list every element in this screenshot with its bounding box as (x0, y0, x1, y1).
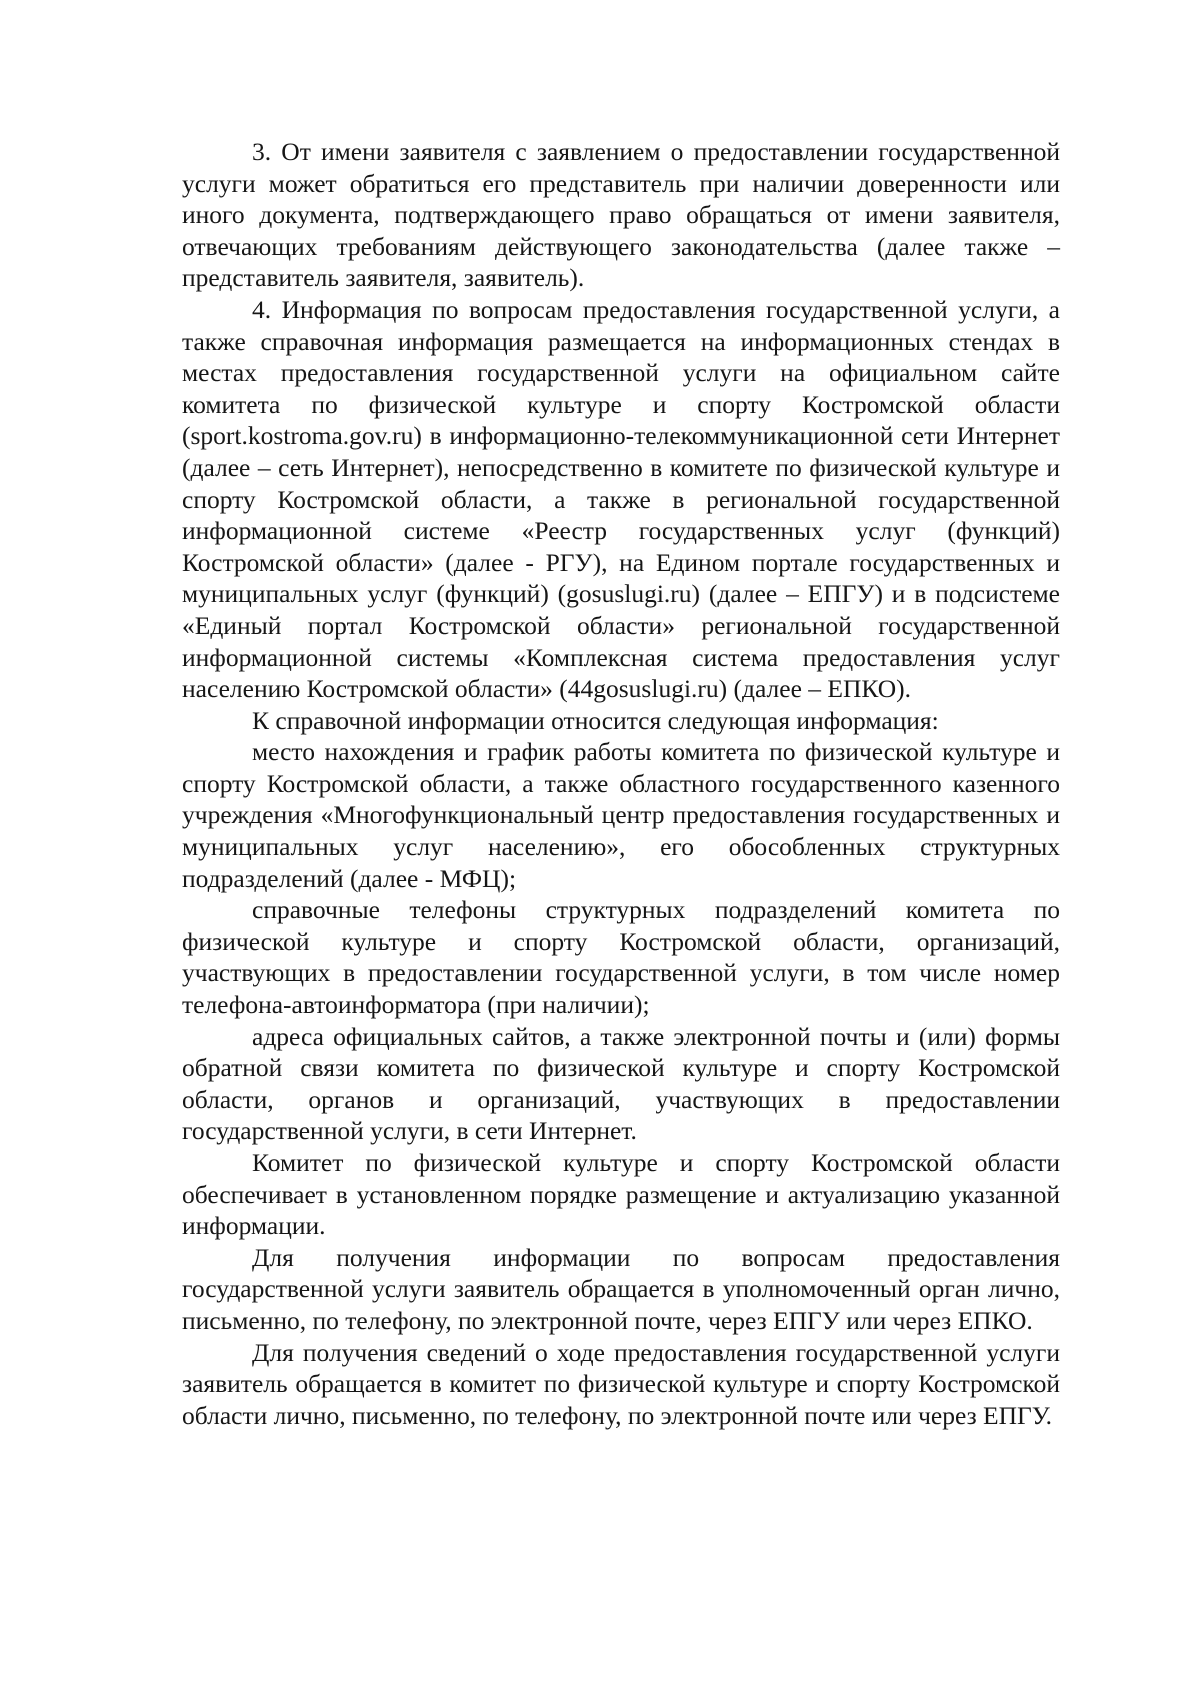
paragraph-committee-ensures: Комитет по физической культуре и спорту Костромской области обеспечивает в установленном порядке размещение и актуализацию указанной информации. (182, 1148, 1060, 1241)
list-item-phones: справочные телефоны структурных подразделений комитета по физической культуре и спорту Костромской области, организаций, участвующих в предоставлении государственной услуги, в том числе номер телефона-автоинформатора (при наличии); (182, 895, 1060, 1020)
paragraph-4-information: 4. Информация по вопросам предоставления государственной услуги, а также справочная информация размещается на информационных стендах в местах предоставления государственной услуги на официальном сайте комитета по физической культуре и спорту Костромской области (sport.kostroma.gov.ru) в информационно-телекоммуникационной сети Интернет (далее – сеть Интернет), непосредственно в комитете по физической культуре и спорту Костромской области, а также в региональной государственной информационной системе «Реестр государственных услуг (функций) Костромской области» (далее - РГУ), на Едином портале государственных и муниципальных услуг (функций) (gosuslugi.ru) (далее – ЕПГУ) и в подсистеме «Единый портал Костромской области» региональной государственной информационной системы «Комплексная система предоставления услуг населению Костромской области» (44gosuslugi.ru) (далее – ЕПКО). (182, 294, 1060, 704)
list-item-location-schedule: место нахождения и график работы комитета по физической культуре и спорту Костромской области, а также областного государственного казенного учреждения «Многофункциональный центр предоставления государственных и муниципальных услуг населению», его обособленных структурных подразделений (далее - МФЦ); (182, 737, 1060, 893)
document-body (182, 136, 1060, 1431)
paragraph-3-representative: 3. От имени заявителя с заявлением о предоставлении государственной услуги может обратиться его представитель при наличии доверенности или иного документа, подтверждающего право обращаться от имени заявителя, отвечающих требованиям действующего законодательства (далее также – представитель заявителя, заявитель). (182, 137, 1060, 293)
paragraph-obtaining-information: Для получения информации по вопросам предоставления государственной услуги заявитель обращается в уполномоченный орган лично, письменно, по телефону, по электронной почте, через ЕПГУ или через ЕПКО. (182, 1242, 1060, 1335)
paragraph-progress-information: Для получения сведений о ходе предоставления государственной услуги заявитель обращается в комитет по физической культуре и спорту Костромской области лично, письменно, по телефону, по электронной почте или через ЕПГУ. (182, 1337, 1060, 1430)
paragraph-reference-info-intro: К справочной информации относится следующая информация: (252, 705, 939, 735)
list-item-websites: адреса официальных сайтов, а также электронной почты и (или) формы обратной связи комитета по физической культуре и спорту Костромской области, органов и организаций, участвующих в предоставлении государственной услуги, в сети Интернет. (182, 1021, 1060, 1146)
